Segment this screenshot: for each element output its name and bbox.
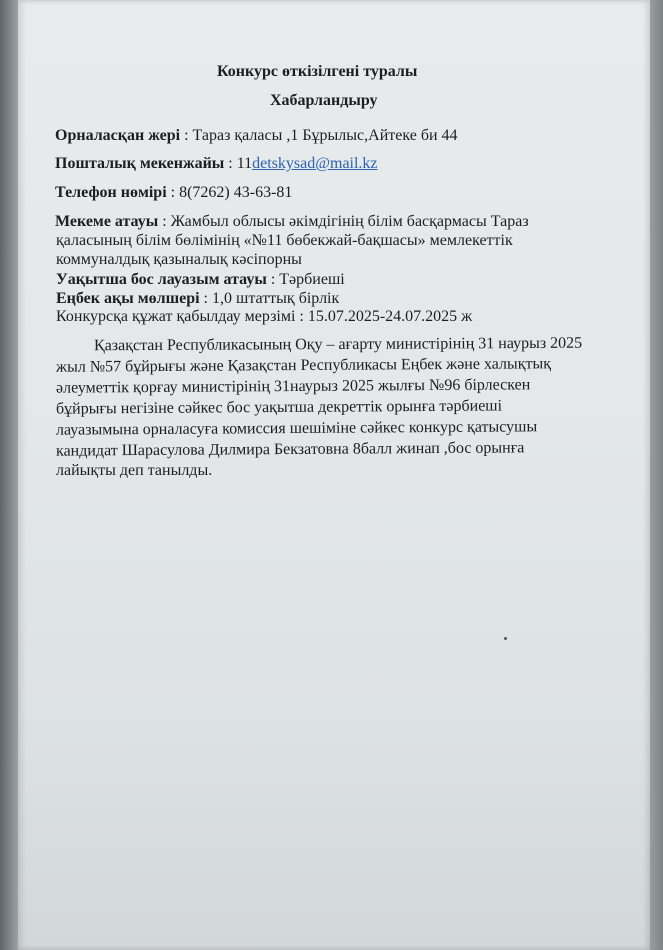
location-line <box>55 127 458 145</box>
position-label: Уақытша бос лауазым атауы <box>56 271 267 288</box>
institution-label: Мекеме атауы <box>55 213 159 230</box>
body-line-1: Қазақстан Республикасының Оқу – ағарту министірінің 31 наурыз 2025 <box>93 334 583 355</box>
phone-value: : 8(7262) 43-63-81 <box>166 184 293 201</box>
phone-label: Телефон нөмірі <box>55 184 167 201</box>
postal-prefix: : 11 <box>224 155 253 172</box>
institution-value-1: : Жамбыл облысы әкімдігінің білім басқармасы Тараз <box>158 213 529 230</box>
body-line-4: бұйрығы негізіне сәйкес бос уақытша декреттік орынға тәрбиеші <box>55 397 503 418</box>
body-line-3: әлеуметтік қорғау министірінің 31наурыз 2025 жылғы №96 бірлескен <box>55 376 531 397</box>
institution-line-2: қаласының білім бөлімінің «№11 бөбекжай-бақшасы» мемлекеттік <box>56 232 513 249</box>
location-label: Орналасқан жері <box>55 127 181 144</box>
deadline-line: Конкурсқа құжат қабылдау мерзімі : 15.07.2025-24.07.2025 ж <box>56 308 473 325</box>
postal-label: Пошталық мекенжайы <box>55 155 225 172</box>
body-line-6: кандидат Шарасулова Дилмира Бекзатовна 8балл жинап ,бос орынға <box>55 439 525 460</box>
paper-speck <box>504 637 507 640</box>
position-value: : Тәрбиеші <box>266 271 345 288</box>
body-line-2: жыл №57 бұйрығы және Қазақстан Республикасы Еңбек және халықтық <box>55 355 552 376</box>
salary-value: : 1,0 штаттық бірлік <box>199 290 340 307</box>
email-link[interactable]: detskysad@mail.kz <box>252 155 378 172</box>
salary-label: Еңбек ақы мөлшері <box>56 290 200 307</box>
salary-line <box>56 290 339 308</box>
body-line-7: лайықты деп танылды. <box>56 462 213 479</box>
institution-line-1 <box>55 213 529 231</box>
paper-sheet <box>18 0 650 950</box>
title-line-2: Хабарландыру <box>270 92 378 109</box>
body-line-5: лауазымына орналасуға комиссия шешіміне сәйкес конкурс қатысушы <box>55 418 538 439</box>
position-line <box>56 271 345 289</box>
location-value: : Тараз қаласы ,1 Бұрылыс,Айтеке би 44 <box>180 127 458 144</box>
institution-line-3: коммуналдық қазыналық кәсіпорны <box>56 251 302 268</box>
phone-line <box>55 184 292 202</box>
postal-line <box>55 155 378 173</box>
title-line-1: Конкурс өткізілгені туралы <box>217 63 418 80</box>
